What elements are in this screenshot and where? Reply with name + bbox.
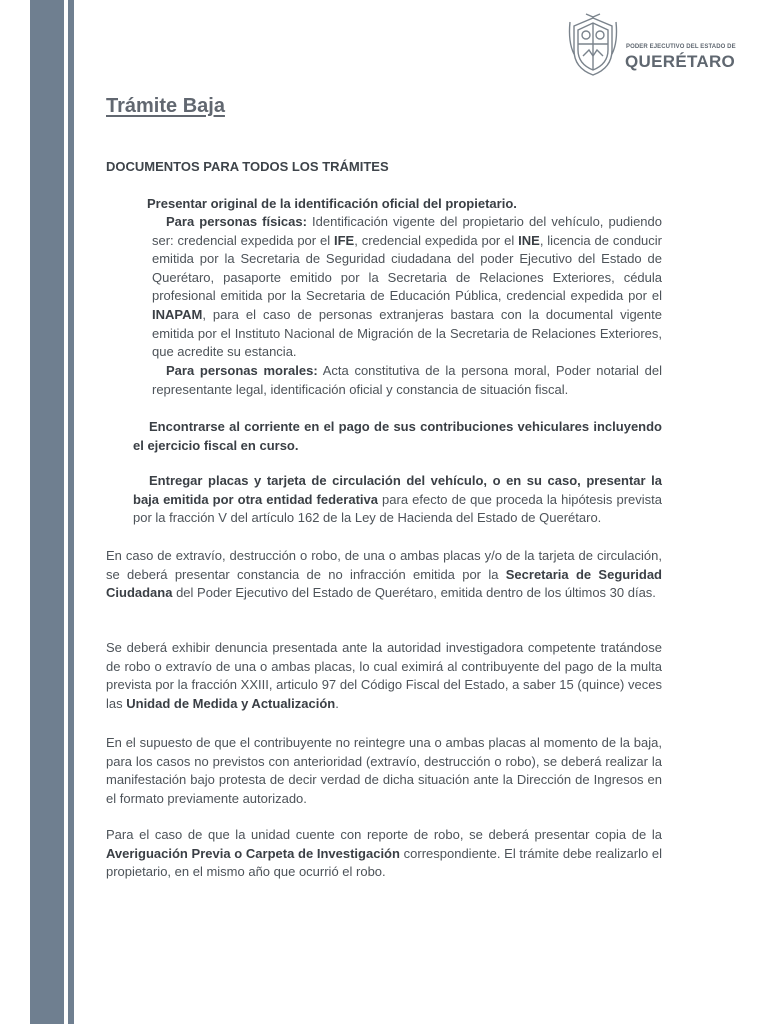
paragraph-extravio: En caso de extravío, destrucción o robo, de una o ambas placas y/o de la tarjeta de circulación, se deberá presentar constancia de no infracción emitida por la Secretaria de Seguridad Ciudadana del Poder Ejecutivo del Estado de Querétaro, emitida dentro de los últimos 30 días. xyxy=(106,548,662,601)
item-identificacion xyxy=(147,195,667,214)
page-title: Trámite Baja xyxy=(106,95,225,117)
logo-name: QUERÉTARO xyxy=(625,52,736,71)
personas-fisicas-label: Para personas físicas: xyxy=(166,214,307,229)
paragraph-no-reintegro: En el supuesto de que el contribuyente no reintegre una o ambas placas al momento de la baja, para los casos no previstos con anterioridad (extravío, destrucción o robo), se deberá realizar la manifestación bajo protesta de decir verdad de dicha situación ante la Dirección de Ingresos en el formato previamente autorizado. xyxy=(106,735,662,806)
paragraph-denuncia: Se deberá exhibir denuncia presentada ante la autoridad investigadora competente tratándose de robo o extravío de una o ambas placas, lo cual eximirá al contribuyente del pago de la multa prevista por la fracción XXIII, articulo 97 del Código Fiscal del Estado, a saber 15 (quince) veces las Unidad de Medida y Actualización. xyxy=(106,640,662,711)
item-identificacion-text: Presentar original de la identificación oficial del propietario. xyxy=(147,196,517,211)
paragraph-reporte-robo: Para el caso de que la unidad cuente con reporte de robo, se deberá presentar copia de la Averiguación Previa o Carpeta de Investigación correspondiente. El trámite debe realizarlo el propietario, en el mismo año que ocurrió el robo. xyxy=(106,827,662,880)
item-entregar-placas: Entregar placas y tarjeta de circulación del vehículo, o en su caso, presentar la baja emitida por otra entidad federativa para efecto de que proceda la hipótesis prevista por la fracción V del artículo 162 de la Ley de Hacienda del Estado de Querétaro. xyxy=(133,473,662,526)
item-contribuciones: Encontrarse al corriente en el pago de sus contribuciones vehiculares incluyendo el ejercicio fiscal en curso. xyxy=(133,419,662,453)
decorative-side-bar xyxy=(30,0,64,1024)
personas-morales-label: Para personas morales: xyxy=(166,363,318,378)
coat-of-arms-icon xyxy=(566,12,620,78)
decorative-side-stripe xyxy=(68,0,74,1024)
section-heading: DOCUMENTOS PARA TODOS LOS TRÁMITES xyxy=(106,159,389,174)
queretaro-logo xyxy=(566,12,736,80)
logo-subtitle: PODER EJECUTIVO DEL ESTADO DE xyxy=(626,44,736,50)
subitem-personas-fisicas: Para personas físicas: Identificación vigente del propietario del vehículo, pudiendo ser: credencial expedida por el IFE, credencial expedida por el INE, licencia de conducir emitida por la Secretaria de Seguridad ciudadana del poder Ejecutivo del Estado de Querétaro, pasaporte emitido por la Secretaria de Relaciones Exteriores, cédula profesional emitida por la Secretaria de Educación Pública, credencial expedida por el INAPAM, para el caso de personas extranjeras bastara con la documental vigente emitida por el Instituto Nacional de Migración de la Secretaria de Relaciones Exteriores, que acredite su estancia. xyxy=(152,214,662,360)
subitem-personas-morales: Para personas morales: Acta constitutiva de la persona moral, Poder notarial del representante legal, identificación oficial y constancia de situación fiscal. xyxy=(152,363,663,397)
